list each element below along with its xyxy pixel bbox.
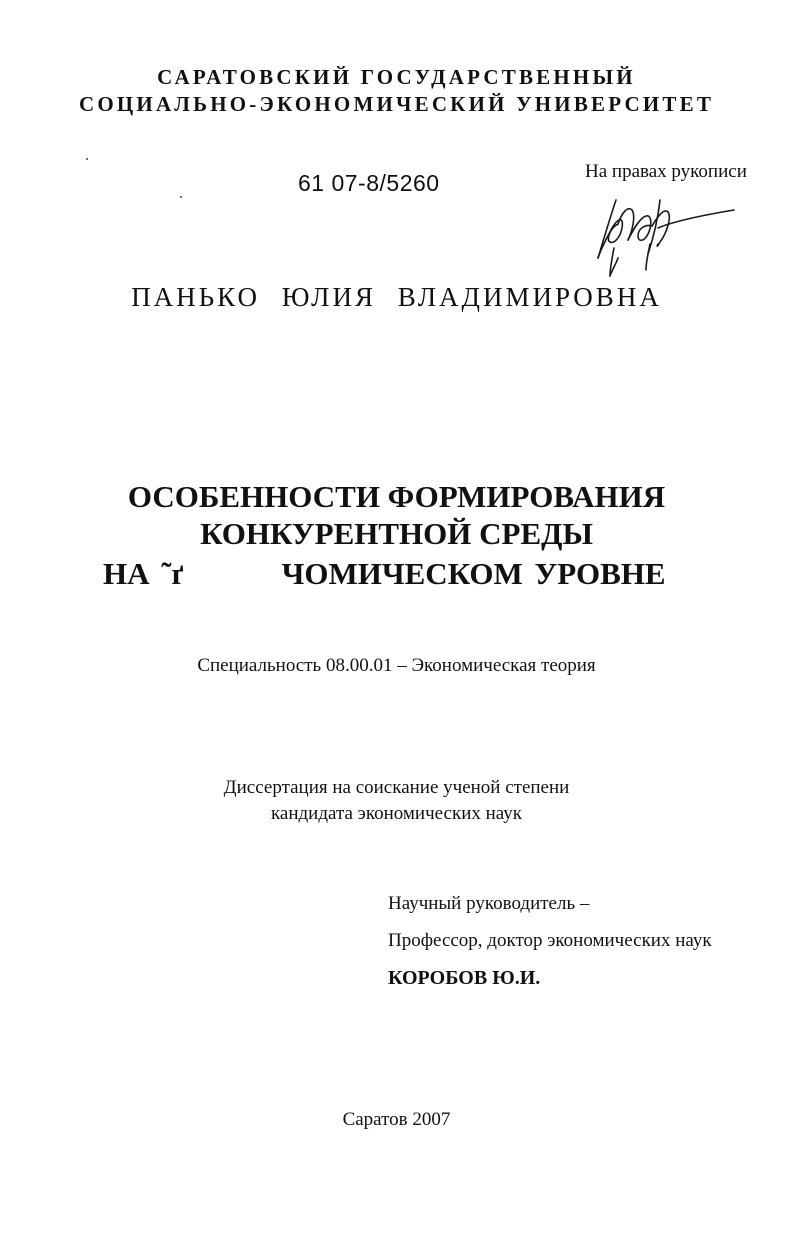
supervisor-label: Научный руководитель – [388, 893, 590, 914]
handwritten-signature [588, 188, 738, 280]
university-name-line-2: СОЦИАЛЬНО-ЭКОНОМИЧЕСКИЙ УНИВЕРСИТЕТ [78, 92, 715, 116]
catalog-number: 61 07-8/5260 [298, 170, 440, 196]
dissertation-title-line-3-start: НА ˜ґ [103, 556, 184, 591]
specialty: Специальность 08.00.01 – Экономическая теория [197, 655, 596, 676]
supervisor-position: Профессор, доктор экономических наук [388, 930, 712, 951]
supervisor-name: КОРОБОВ Ю.И. [388, 967, 541, 989]
manuscript-rights-note: На правах рукописи [585, 161, 747, 182]
scan-speck [180, 196, 182, 198]
university-name-line-1: САРАТОВСКИЙ ГОСУДАРСТВЕННЫЙ [157, 65, 636, 89]
degree-line-1: Диссертация на соискание ученой степени [223, 777, 570, 798]
author-name: ПАНЬКО ЮЛИЯ ВЛАДИМИРОВНА [131, 282, 662, 312]
dissertation-title-line-3 [103, 556, 666, 592]
city-year: Саратов 2007 [342, 1109, 451, 1130]
dissertation-title-line-2: КОНКУРЕНТНОЙ СРЕДЫ [200, 516, 593, 551]
degree-line-2: кандидата экономических наук [270, 803, 523, 824]
dissertation-title-line-3-end: ЧОМИЧЕСКОМ УРОВНЕ [281, 556, 666, 591]
dissertation-title-line-1: ОСОБЕННОСТИ ФОРМИРОВАНИЯ [127, 479, 666, 514]
scan-speck [86, 158, 88, 160]
